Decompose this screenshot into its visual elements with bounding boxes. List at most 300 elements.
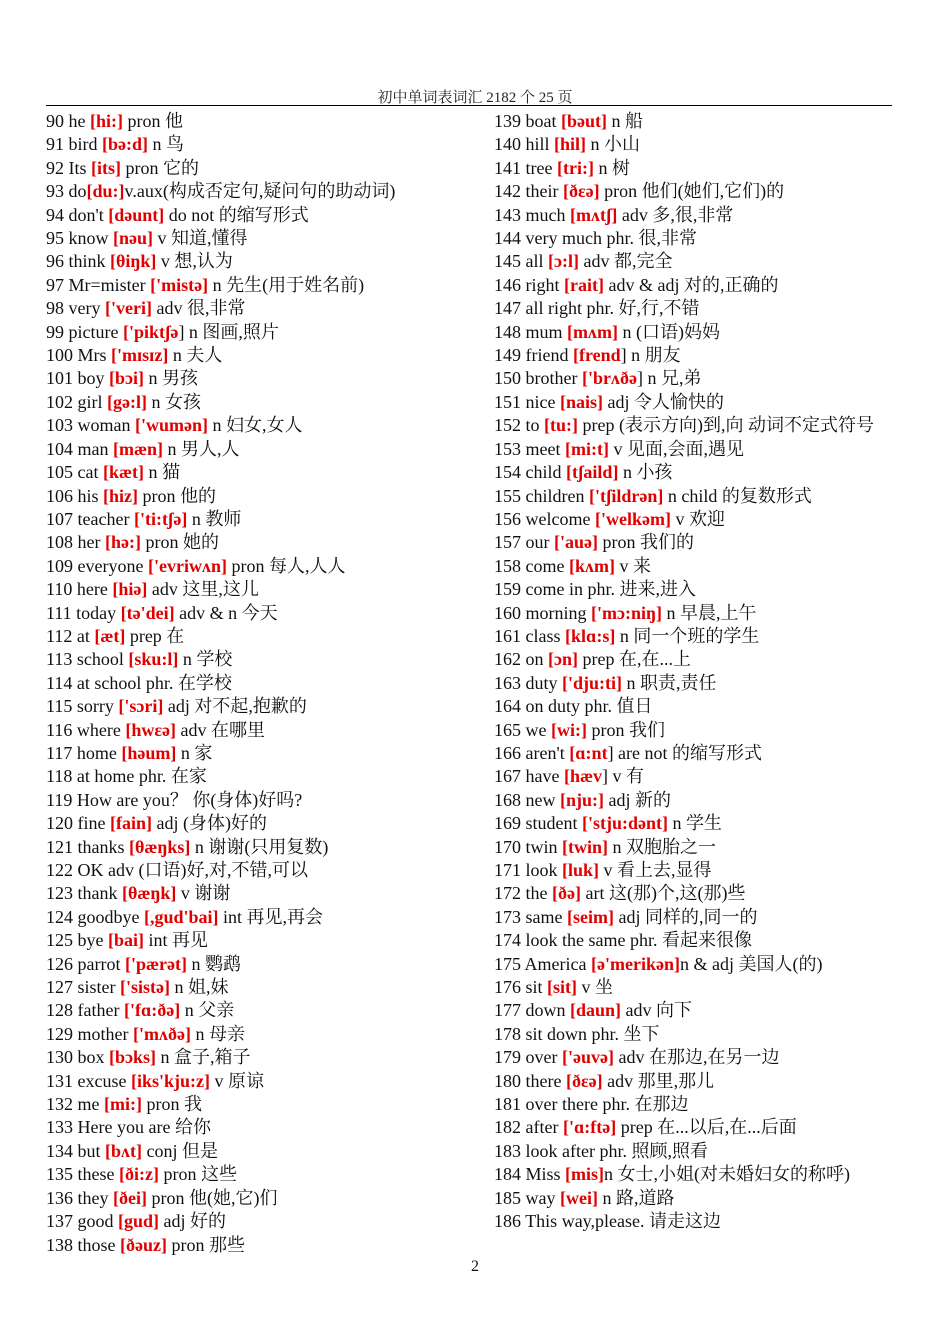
entry-number: 172 bbox=[494, 883, 521, 904]
entry-phonetic: ['mɔ:niŋ] bbox=[591, 602, 662, 623]
vocab-entry bbox=[46, 929, 486, 952]
entry-definition: adv & adj 对的,正确的 bbox=[603, 274, 779, 295]
entry-word: welcome bbox=[525, 508, 595, 529]
entry-number: 137 bbox=[46, 1211, 73, 1232]
entry-phonetic: [hiz] bbox=[103, 485, 139, 506]
entry-number: 121 bbox=[46, 836, 73, 857]
entry-number: 100 bbox=[46, 345, 73, 366]
entry-word: he bbox=[68, 111, 90, 131]
entry-phonetic: [hil] bbox=[554, 134, 587, 155]
entry-number: 113 bbox=[46, 649, 73, 670]
entry-number: 129 bbox=[46, 1023, 73, 1044]
entry-definition: adj 新的 bbox=[604, 789, 671, 810]
entry-definition: pron 她的 bbox=[140, 532, 219, 553]
vocab-entry bbox=[46, 812, 486, 835]
entry-word: school bbox=[76, 649, 129, 670]
entry-definition: v 想,认为 bbox=[156, 251, 233, 272]
entry-definition: n 谢谢(只用复数) bbox=[190, 836, 329, 857]
vocab-entry bbox=[494, 367, 898, 390]
entry-definition: ] v 有 bbox=[602, 766, 644, 787]
entry-phonetic: [mi:] bbox=[104, 1094, 142, 1115]
vocab-entry bbox=[494, 1163, 898, 1186]
entry-word: don't bbox=[68, 204, 109, 225]
vocab-entry bbox=[494, 929, 898, 952]
vocab-entry bbox=[46, 227, 486, 250]
entry-definition: v.aux(构成否定句,疑问句的助动词) bbox=[124, 181, 396, 202]
entry-definition: n 学校 bbox=[178, 649, 233, 670]
entry-number: 103 bbox=[46, 415, 73, 436]
entry-definition: adv 这里,这儿 bbox=[147, 579, 259, 600]
entry-number: 90 bbox=[46, 111, 64, 131]
entry-word: look after phr. 照顾,照看 bbox=[525, 1140, 708, 1161]
entry-number: 102 bbox=[46, 391, 73, 412]
entry-number: 169 bbox=[494, 813, 521, 834]
entry-word: over bbox=[525, 1047, 562, 1068]
vocab-entry bbox=[46, 250, 486, 273]
vocab-entry bbox=[494, 508, 898, 531]
entry-word: box bbox=[77, 1047, 109, 1068]
entry-word: student bbox=[525, 813, 582, 834]
entry-definition: n 船 bbox=[607, 111, 643, 131]
entry-number: 94 bbox=[46, 204, 64, 225]
entry-definition: n 职责,责任 bbox=[622, 672, 717, 693]
entry-phonetic: ['piktʃə bbox=[122, 321, 179, 342]
entry-definition: pron 每人,人人 bbox=[226, 555, 346, 576]
entry-word: down bbox=[525, 1000, 570, 1021]
page-number: 2 bbox=[471, 1258, 479, 1275]
vocab-entry bbox=[494, 391, 898, 414]
entry-phonetic: [hi:] bbox=[90, 111, 123, 131]
vocab-entry bbox=[46, 485, 486, 508]
entry-word: know bbox=[68, 228, 113, 249]
entry-word: over there phr. 在那边 bbox=[525, 1094, 689, 1115]
entry-number: 155 bbox=[494, 485, 521, 506]
entry-definition: pron 我们的 bbox=[598, 532, 694, 553]
entry-number: 119 bbox=[46, 789, 73, 810]
entry-phonetic: [fain] bbox=[109, 813, 152, 834]
vocab-entry bbox=[494, 344, 898, 367]
entry-definition: adj 好的 bbox=[159, 1211, 227, 1232]
entry-word: hill bbox=[525, 134, 555, 155]
entry-number: 127 bbox=[46, 977, 73, 998]
vocab-entry bbox=[46, 625, 486, 648]
entry-definition: prep (表示方向)到,向 动词不定式符号 bbox=[578, 415, 874, 436]
entry-number: 159 bbox=[494, 579, 521, 600]
entry-definition: prep 在...以后,在...后面 bbox=[616, 1117, 797, 1138]
entry-number: 93 bbox=[46, 181, 64, 202]
vocab-entry bbox=[494, 695, 898, 718]
entry-word: these bbox=[77, 1164, 119, 1185]
entry-phonetic: [tu:] bbox=[544, 415, 579, 436]
entry-definition: pron 它的 bbox=[121, 157, 199, 178]
entry-definition: prep 在 bbox=[125, 625, 185, 646]
vocab-entry bbox=[494, 812, 898, 835]
entry-word: bird bbox=[68, 134, 102, 155]
entry-phonetic: ['wumən] bbox=[135, 415, 208, 436]
entry-word: This way,please. 请走这边 bbox=[525, 1211, 721, 1232]
vocab-entry bbox=[46, 438, 486, 461]
vocab-entry bbox=[494, 274, 898, 297]
entry-number: 101 bbox=[46, 368, 73, 389]
entry-word: class bbox=[525, 625, 565, 646]
entry-phonetic: [hwεə] bbox=[125, 719, 177, 740]
entry-phonetic: [mʌtʃ] bbox=[570, 204, 618, 225]
entry-definition: int 再见 bbox=[144, 930, 209, 951]
vocab-entry bbox=[46, 157, 486, 180]
entry-word: her bbox=[77, 532, 105, 553]
entry-number: 149 bbox=[494, 345, 521, 366]
entry-number: 144 bbox=[494, 228, 521, 249]
entry-word: today bbox=[76, 602, 121, 623]
vocab-entry bbox=[494, 999, 898, 1022]
vocab-entry bbox=[46, 1116, 486, 1139]
entry-definition: ] n 兄,弟 bbox=[636, 368, 702, 389]
entry-word: child bbox=[525, 462, 566, 483]
vocab-entry bbox=[494, 1023, 898, 1046]
entry-phonetic: [wi:] bbox=[551, 719, 587, 740]
entry-phonetic: ['auə] bbox=[554, 532, 598, 553]
entry-number: 95 bbox=[46, 228, 64, 249]
entry-number: 98 bbox=[46, 298, 64, 319]
entry-phonetic: [ðεə] bbox=[565, 1070, 603, 1091]
entry-definition: n 先生(用于姓名前) bbox=[208, 274, 365, 295]
entry-phonetic: [ðə] bbox=[552, 883, 581, 904]
entry-phonetic: [kʌm] bbox=[568, 555, 615, 576]
entry-definition: n 小山 bbox=[586, 134, 641, 155]
entry-phonetic: ['tʃildrən] bbox=[588, 485, 664, 506]
entry-phonetic: ['dju:ti] bbox=[562, 672, 623, 693]
entry-number: 166 bbox=[494, 742, 521, 763]
entry-word: mother bbox=[77, 1023, 133, 1044]
entry-word: home bbox=[76, 742, 122, 763]
entry-number: 167 bbox=[494, 766, 521, 787]
vocab-entry bbox=[494, 976, 898, 999]
entry-number: 147 bbox=[494, 298, 521, 319]
entry-word: new bbox=[525, 789, 560, 810]
entry-definition: pron 我们 bbox=[586, 719, 665, 740]
entry-definition: adv 在那边,在另一边 bbox=[613, 1047, 780, 1068]
entry-word: the bbox=[525, 883, 552, 904]
vocab-entry bbox=[46, 602, 486, 625]
entry-phonetic: [ðεə] bbox=[563, 181, 600, 202]
entry-definition: n 女孩 bbox=[146, 391, 201, 412]
entry-number: 130 bbox=[46, 1047, 73, 1068]
entry-number: 156 bbox=[494, 508, 521, 529]
entry-number: 142 bbox=[494, 181, 521, 202]
entry-definition: n 女士,小姐(对未婚妇女的称呼) bbox=[604, 1164, 851, 1185]
entry-number: 178 bbox=[494, 1023, 521, 1044]
vocab-entry bbox=[494, 648, 898, 671]
entry-number: 104 bbox=[46, 438, 73, 459]
entry-phonetic: [hiə] bbox=[112, 579, 148, 600]
entry-word: friend bbox=[525, 345, 573, 366]
entry-phonetic: [gud] bbox=[118, 1211, 160, 1232]
vocab-entry bbox=[46, 882, 486, 905]
entry-phonetic: [nəu] bbox=[113, 228, 153, 249]
entry-word: those bbox=[77, 1234, 120, 1255]
entry-definition: pron 他的 bbox=[138, 485, 217, 506]
entry-number: 136 bbox=[46, 1187, 73, 1208]
vocab-entry bbox=[46, 508, 486, 531]
entry-number: 163 bbox=[494, 672, 521, 693]
vocab-entry bbox=[494, 742, 898, 765]
entry-definition: adj 令人愉快的 bbox=[603, 391, 724, 412]
entry-number: 126 bbox=[46, 953, 73, 974]
entry-definition: conj 但是 bbox=[142, 1140, 219, 1161]
vocab-entry bbox=[494, 1046, 898, 1069]
entry-definition: n 家 bbox=[176, 742, 213, 763]
entry-word: do bbox=[68, 181, 87, 202]
vocab-entry bbox=[46, 1046, 486, 1069]
entry-definition: n & adj 美国人(的) bbox=[679, 953, 823, 974]
entry-word: sit down phr. 坐下 bbox=[525, 1023, 660, 1044]
vocab-entry bbox=[46, 110, 486, 133]
entry-phonetic: ['evriwʌn] bbox=[147, 555, 227, 576]
entry-number: 124 bbox=[46, 906, 73, 927]
vocab-entry bbox=[494, 578, 898, 601]
vocab-entry bbox=[46, 648, 486, 671]
entry-definition: n 同一个班的学生 bbox=[615, 625, 760, 646]
vocab-entry bbox=[46, 531, 486, 554]
entry-number: 150 bbox=[494, 368, 521, 389]
entry-number: 181 bbox=[494, 1094, 521, 1115]
vocab-entry bbox=[46, 953, 486, 976]
vocab-entry bbox=[494, 414, 898, 437]
vocab-entry bbox=[46, 367, 486, 390]
entry-word: on bbox=[525, 649, 548, 670]
entry-word: come bbox=[525, 555, 569, 576]
entry-number: 108 bbox=[46, 532, 73, 553]
entry-phonetic: ['sɔri] bbox=[118, 696, 164, 717]
entry-phonetic: [iks'kju:z] bbox=[130, 1070, 210, 1091]
entry-definition: adv 很,非常 bbox=[151, 298, 246, 319]
entry-word: cat bbox=[77, 462, 103, 483]
entry-word: at school phr. 在学校 bbox=[76, 672, 232, 693]
entry-word: Here you are 给你 bbox=[77, 1117, 211, 1138]
entry-definition: n 鹦鹉 bbox=[186, 953, 241, 974]
vocab-entry bbox=[46, 1163, 486, 1186]
entry-phonetic: [ðəuz] bbox=[120, 1234, 167, 1255]
entry-number: 143 bbox=[494, 204, 521, 225]
entry-definition: n 学生 bbox=[668, 813, 722, 834]
entry-word: come in phr. 进来,进入 bbox=[525, 579, 696, 600]
vocab-entry bbox=[494, 555, 898, 578]
entry-word: America bbox=[524, 953, 591, 974]
entry-phonetic: [nju:] bbox=[560, 789, 604, 810]
vocab-entry bbox=[46, 321, 486, 344]
entry-number: 117 bbox=[46, 742, 73, 763]
vocab-entry bbox=[494, 204, 898, 227]
entry-word: where bbox=[76, 719, 126, 740]
entry-word: right bbox=[525, 274, 564, 295]
entry-number: 152 bbox=[494, 415, 521, 436]
entry-number: 153 bbox=[494, 438, 521, 459]
entry-word: way bbox=[525, 1187, 560, 1208]
entry-word: twin bbox=[525, 836, 563, 857]
vocab-entry bbox=[46, 555, 486, 578]
entry-word: father bbox=[77, 1000, 124, 1021]
vocab-entry bbox=[494, 461, 898, 484]
entry-number: 183 bbox=[494, 1140, 521, 1161]
entry-number: 112 bbox=[46, 625, 73, 646]
entry-phonetic: ['brʌðə bbox=[581, 368, 637, 389]
entry-word: man bbox=[77, 438, 113, 459]
entry-definition: v 谢谢 bbox=[176, 883, 231, 904]
vocab-entry bbox=[494, 719, 898, 742]
entry-definition: pron 他 bbox=[123, 111, 183, 131]
entry-word: How are you？ 你(身体)好吗? bbox=[76, 789, 303, 810]
entry-phonetic: [ɑ:nt bbox=[569, 742, 608, 763]
entry-word: Mr=mister bbox=[68, 274, 151, 295]
entry-phonetic: [seim] bbox=[566, 906, 614, 927]
entry-word: children bbox=[525, 485, 589, 506]
entry-phonetic: [həum] bbox=[121, 742, 177, 763]
entry-number: 148 bbox=[494, 321, 521, 342]
entry-phonetic: ['welkəm] bbox=[594, 508, 671, 529]
entry-word: but bbox=[77, 1140, 106, 1161]
entry-word: girl bbox=[77, 391, 107, 412]
entry-phonetic: [ði:z] bbox=[118, 1164, 159, 1185]
right-column bbox=[494, 110, 898, 1234]
entry-word: look bbox=[525, 860, 563, 880]
entry-word: excuse bbox=[77, 1070, 131, 1091]
entry-definition: v 欢迎 bbox=[670, 508, 725, 529]
vocab-entry bbox=[46, 976, 486, 999]
entry-number: 151 bbox=[494, 391, 521, 412]
entry-definition: n 夫人 bbox=[168, 345, 223, 366]
entry-number: 179 bbox=[494, 1047, 521, 1068]
entry-definition: pron 那些 bbox=[166, 1234, 245, 1255]
entry-definition: n 盒子,箱子 bbox=[156, 1047, 251, 1068]
entry-phonetic: [gə:l] bbox=[107, 391, 147, 412]
vocab-entry bbox=[494, 1187, 898, 1210]
vocab-entry bbox=[494, 227, 898, 250]
vocab-entry bbox=[494, 1116, 898, 1139]
entry-definition: v 来 bbox=[614, 555, 651, 576]
entry-number: 184 bbox=[494, 1164, 521, 1185]
entry-number: 97 bbox=[46, 274, 64, 295]
entry-number: 107 bbox=[46, 508, 73, 529]
vocab-entry bbox=[46, 297, 486, 320]
entry-number: 139 bbox=[494, 111, 521, 131]
entry-word: thank bbox=[77, 883, 122, 904]
entry-number: 99 bbox=[46, 321, 64, 342]
entry-phonetic: [θæŋk] bbox=[122, 883, 177, 904]
entry-number: 132 bbox=[46, 1094, 73, 1115]
entry-phonetic: ['əuvə] bbox=[561, 1047, 614, 1068]
entry-number: 110 bbox=[46, 579, 73, 600]
entry-number: 116 bbox=[46, 719, 73, 740]
vocab-entry bbox=[46, 672, 486, 695]
entry-definition: adv 都,完全 bbox=[578, 251, 673, 272]
entry-number: 105 bbox=[46, 462, 73, 483]
entry-definition: v 看上去,显得 bbox=[599, 860, 712, 880]
entry-number: 168 bbox=[494, 789, 521, 810]
entry-number: 173 bbox=[494, 906, 521, 927]
entry-number: 162 bbox=[494, 649, 521, 670]
entry-phonetic: [twin] bbox=[562, 836, 609, 857]
entry-number: 133 bbox=[46, 1117, 73, 1138]
entry-phonetic: [bɔks] bbox=[109, 1047, 157, 1068]
entry-definition: adj (身体)好的 bbox=[151, 813, 267, 834]
entry-word: picture bbox=[68, 321, 123, 342]
entry-number: 177 bbox=[494, 1000, 521, 1021]
entry-number: 170 bbox=[494, 836, 521, 857]
entry-word: they bbox=[77, 1187, 113, 1208]
entry-definition: v 见面,会面,遇见 bbox=[608, 438, 744, 459]
entry-word: here bbox=[76, 579, 113, 600]
entry-phonetic: [,gud'bai] bbox=[144, 906, 219, 927]
vocab-entry bbox=[46, 1234, 486, 1257]
entry-number: 115 bbox=[46, 696, 73, 717]
entry-word: sit bbox=[525, 977, 548, 998]
entry-definition: v 原谅 bbox=[210, 1070, 264, 1091]
vocab-entry bbox=[494, 1140, 898, 1163]
vocab-entry bbox=[494, 110, 898, 133]
vocab-entry bbox=[46, 1140, 486, 1163]
vocab-entry bbox=[494, 765, 898, 788]
entry-word: all right phr. 好,行,不错 bbox=[525, 298, 700, 319]
vocab-entry bbox=[494, 485, 898, 508]
entry-phonetic: [sit] bbox=[547, 977, 578, 998]
entry-phonetic: [ɔ:l] bbox=[548, 251, 579, 272]
entry-word: OK adv (口语)好,对,不错,可以 bbox=[77, 860, 308, 880]
entry-phonetic: [tə'dei] bbox=[120, 602, 175, 623]
entry-phonetic: ['ti:tʃə] bbox=[133, 508, 188, 529]
entry-number: 174 bbox=[494, 930, 521, 951]
entry-word: duty bbox=[525, 672, 563, 693]
vocab-entry bbox=[46, 391, 486, 414]
entry-number: 157 bbox=[494, 532, 521, 553]
entry-phonetic: [wei] bbox=[560, 1187, 598, 1208]
vocab-entry bbox=[494, 297, 898, 320]
vocab-entry bbox=[494, 625, 898, 648]
entry-phonetic: ['ɑ:ftə] bbox=[562, 1117, 617, 1138]
entry-word: mum bbox=[525, 321, 568, 342]
entry-definition: prep 在,在...上 bbox=[578, 649, 691, 670]
entry-number: 171 bbox=[494, 860, 521, 880]
entry-definition: n 早晨,上午 bbox=[662, 602, 757, 623]
vocab-entry bbox=[46, 906, 486, 929]
entry-word: boat bbox=[525, 111, 561, 131]
entry-definition: n 路,道路 bbox=[597, 1187, 675, 1208]
entry-word: fine bbox=[77, 813, 110, 834]
vocab-entry bbox=[46, 1023, 486, 1046]
vocab-entry bbox=[46, 1070, 486, 1093]
vocab-entry bbox=[494, 859, 898, 882]
entry-phonetic: [mis] bbox=[565, 1164, 605, 1185]
entry-definition: n 父亲 bbox=[180, 1000, 235, 1021]
entry-word: their bbox=[525, 181, 563, 202]
vocab-entry bbox=[494, 1210, 898, 1233]
vocab-entry bbox=[46, 204, 486, 227]
entry-number: 118 bbox=[46, 766, 73, 787]
entry-number: 91 bbox=[46, 134, 64, 155]
entry-word: have bbox=[525, 766, 564, 787]
entry-definition: n 妇女,女人 bbox=[208, 415, 303, 436]
entry-phonetic: [æt] bbox=[94, 625, 126, 646]
entry-phonetic: ['stju:dənt] bbox=[582, 813, 668, 834]
vocab-entry bbox=[46, 414, 486, 437]
vocab-entry bbox=[46, 133, 486, 156]
entry-definition: n 男孩 bbox=[144, 368, 198, 389]
entry-definition: n (口语)妈妈 bbox=[618, 321, 720, 342]
entry-definition: adv 向下 bbox=[621, 1000, 693, 1021]
entry-definition: n 母亲 bbox=[190, 1023, 245, 1044]
entry-definition: pron 我 bbox=[141, 1094, 202, 1115]
vocab-entry bbox=[494, 882, 898, 905]
entry-definition: ] n 图画,照片 bbox=[178, 321, 279, 342]
